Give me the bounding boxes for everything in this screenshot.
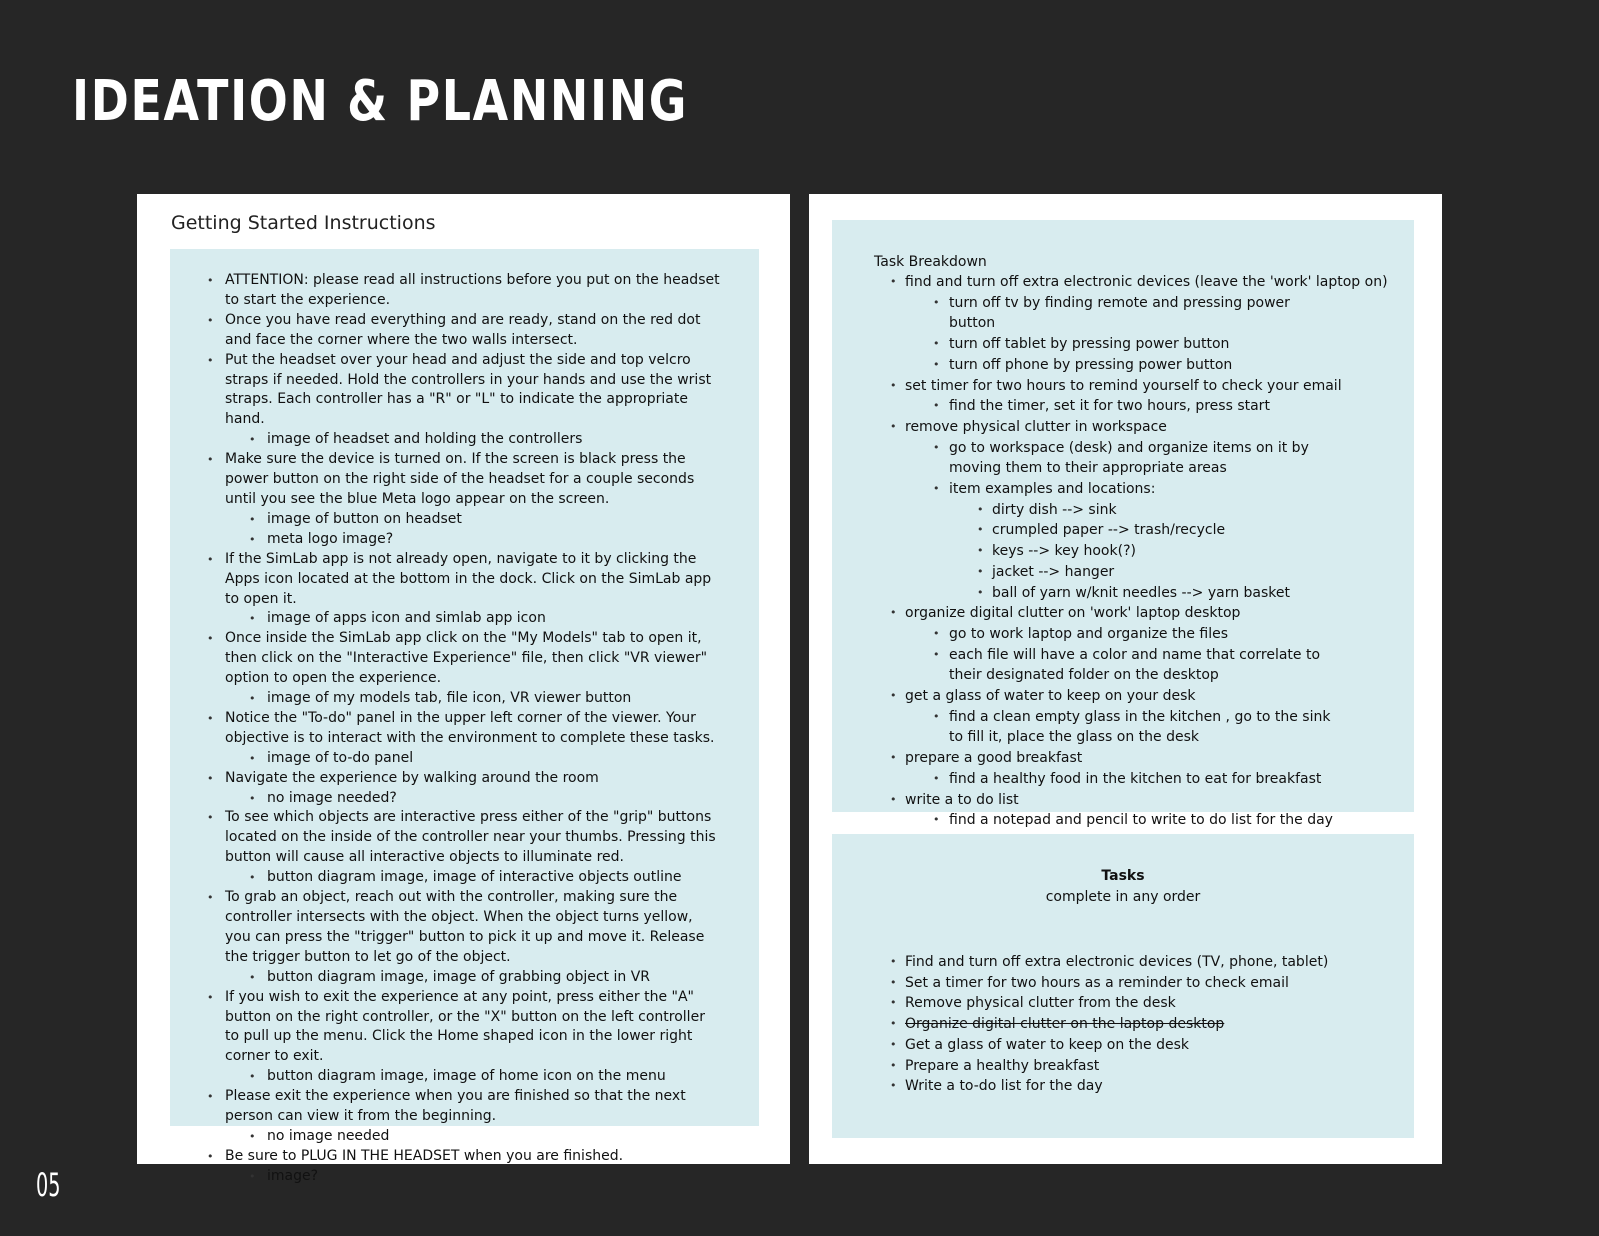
instruction-item: • Once you have read everything and are ready, stand on the red dot and face the corner where the two walls intersect. xyxy=(190,311,720,351)
tasks-summary-heading: Tasks xyxy=(1101,868,1145,884)
task-summary-item: • Write a to-do list for the day xyxy=(889,1076,1389,1097)
instruction-subitem: • image of my models tab, file icon, VR viewer button xyxy=(190,689,720,709)
instructions-panel xyxy=(170,249,759,1184)
instruction-item: • Navigate the experience by walking around the room xyxy=(190,769,720,789)
instruction-item: • Put the headset over your head and adjust the side and top velcro straps if needed. Hold the controllers in your hands and use the wrist straps. Each controller has a "R" or "L" to indicate the appropriate hand. xyxy=(190,351,720,431)
instruction-item: • ATTENTION: please read all instructions before you put on the headset to start the experience. xyxy=(190,271,720,311)
instruction-item: • Once inside the SimLab app click on the "My Models" tab to open it, then click on the "Interactive Experience" file, then click "VR viewer" option to open the experience. xyxy=(190,629,720,689)
task-item: • find and turn off extra electronic devices (leave the 'work' laptop on) xyxy=(874,272,1394,293)
instruction-item: • Notice the "To-do" panel in the upper left corner of the viewer. Your objective is to interact with the environment to complete these tasks. xyxy=(190,709,720,749)
instruction-item: • Make sure the device is turned on. If the screen is black press the power button on the right side of the headset for a couple seconds until you see the blue Meta logo appear on the screen. xyxy=(190,450,720,510)
task-example-item: • ball of yarn w/knit needles --> yarn basket xyxy=(874,583,1394,604)
task-item: • set timer for two hours to remind yourself to check your email xyxy=(874,376,1394,397)
instructions-heading: Getting Started Instructions xyxy=(171,212,436,234)
instruction-subitem: • image of button on headset xyxy=(190,510,720,530)
task-subitem: • find a clean empty glass in the kitchen , go to the sink to fill it, place the glass on the desk xyxy=(874,707,1339,748)
instruction-item: • Please exit the experience when you are finished so that the next person can view it from the beginning. xyxy=(190,1087,720,1127)
tasks-summary-panel xyxy=(832,834,1414,1138)
task-completed-item: • Organize digital clutter on the laptop desktop xyxy=(889,1014,1389,1035)
task-example-item: • jacket --> hanger xyxy=(874,562,1394,583)
task-summary-item: • Remove physical clutter from the desk xyxy=(889,993,1389,1014)
instruction-subitem: • image of headset and holding the controllers xyxy=(190,430,720,450)
instruction-subitem: • button diagram image, image of home icon on the menu xyxy=(190,1067,720,1087)
instruction-item: • If the SimLab app is not already open, navigate to it by clicking the Apps icon located at the bottom in the dock. Click on the SimLab app to open it. xyxy=(190,550,720,610)
task-item: • prepare a good breakfast xyxy=(874,748,1394,769)
task-subitem: • go to workspace (desk) and organize items on it by moving them to their appropriate areas xyxy=(874,438,1339,479)
task-item: • get a glass of water to keep on your desk xyxy=(874,686,1394,707)
task-breakdown-heading: Task Breakdown xyxy=(874,254,987,270)
instruction-subitem: • no image needed xyxy=(190,1127,720,1147)
instruction-item: • To see which objects are interactive press either of the "grip" buttons located on the inside of the controller near your thumbs. Pressing this button will cause all interactive objects to illuminate red. xyxy=(190,808,720,868)
task-summary-item: • Get a glass of water to keep on the desk xyxy=(889,1035,1389,1056)
tasks-sheet xyxy=(809,194,1442,1164)
task-summary-item: • Find and turn off extra electronic devices (TV, phone, tablet) xyxy=(889,952,1389,973)
task-subitem: • find a notepad and pencil to write to do list for the day xyxy=(874,810,1339,831)
task-subitem: • find a healthy food in the kitchen to eat for breakfast xyxy=(874,769,1339,790)
task-example-item: • crumpled paper --> trash/recycle xyxy=(874,520,1394,541)
instruction-subitem: • button diagram image, image of grabbing object in VR xyxy=(190,968,720,988)
task-item: • write a to do list xyxy=(874,790,1394,811)
tasks-summary-subheading: complete in any order xyxy=(1045,889,1201,905)
instruction-subitem: • meta logo image? xyxy=(190,530,720,550)
task-subitem: • turn off tablet by pressing power button xyxy=(874,334,1339,355)
instruction-item: • If you wish to exit the experience at any point, press either the "A" button on the right controller, or the "X" button on the left controller to pull up the menu. Click the Home shaped icon in the lower right corner to exit. xyxy=(190,988,720,1068)
task-breakdown-list xyxy=(874,272,1394,831)
tasks-summary-list xyxy=(889,952,1389,1097)
instruction-subitem: • image of apps icon and simlab app icon xyxy=(190,609,720,629)
task-item: • organize digital clutter on 'work' laptop desktop xyxy=(874,603,1394,624)
task-example-item: • dirty dish --> sink xyxy=(874,500,1394,521)
task-subitem: • turn off phone by pressing power button xyxy=(874,355,1339,376)
instruction-subitem: • image? xyxy=(190,1167,720,1187)
task-subitem: • each file will have a color and name that correlate to their designated folder on the desktop xyxy=(874,645,1339,686)
instruction-item: • To grab an object, reach out with the controller, making sure the controller intersects with the object. When the object turns yellow, you can press the "trigger" button to pick it up and move it. Release the trigger button to let go of the object. xyxy=(190,888,720,968)
task-subitem: • find the timer, set it for two hours, press start xyxy=(874,396,1339,417)
instructions-list xyxy=(190,271,720,1187)
task-item: • remove physical clutter in workspace xyxy=(874,417,1394,438)
instruction-subitem: • no image needed? xyxy=(190,789,720,809)
task-subitem: • go to work laptop and organize the files xyxy=(874,624,1339,645)
task-subitem: • item examples and locations: xyxy=(874,479,1339,500)
page-number: 05 xyxy=(36,1166,61,1204)
instruction-item: • Be sure to PLUG IN THE HEADSET when you are finished. xyxy=(190,1147,720,1167)
task-summary-item: • Prepare a healthy breakfast xyxy=(889,1056,1389,1077)
instruction-subitem: • button diagram image, image of interactive objects outline xyxy=(190,868,720,888)
task-summary-item: • Set a timer for two hours as a reminder to check email xyxy=(889,973,1389,994)
page-title: IDEATION & PLANNING xyxy=(72,69,689,134)
task-example-item: • keys --> key hook(?) xyxy=(874,541,1394,562)
instructions-sheet xyxy=(137,194,790,1184)
task-subitem: • turn off tv by finding remote and pressing power button xyxy=(874,293,1339,334)
instruction-subitem: • image of to-do panel xyxy=(190,749,720,769)
task-breakdown-panel xyxy=(832,220,1414,829)
